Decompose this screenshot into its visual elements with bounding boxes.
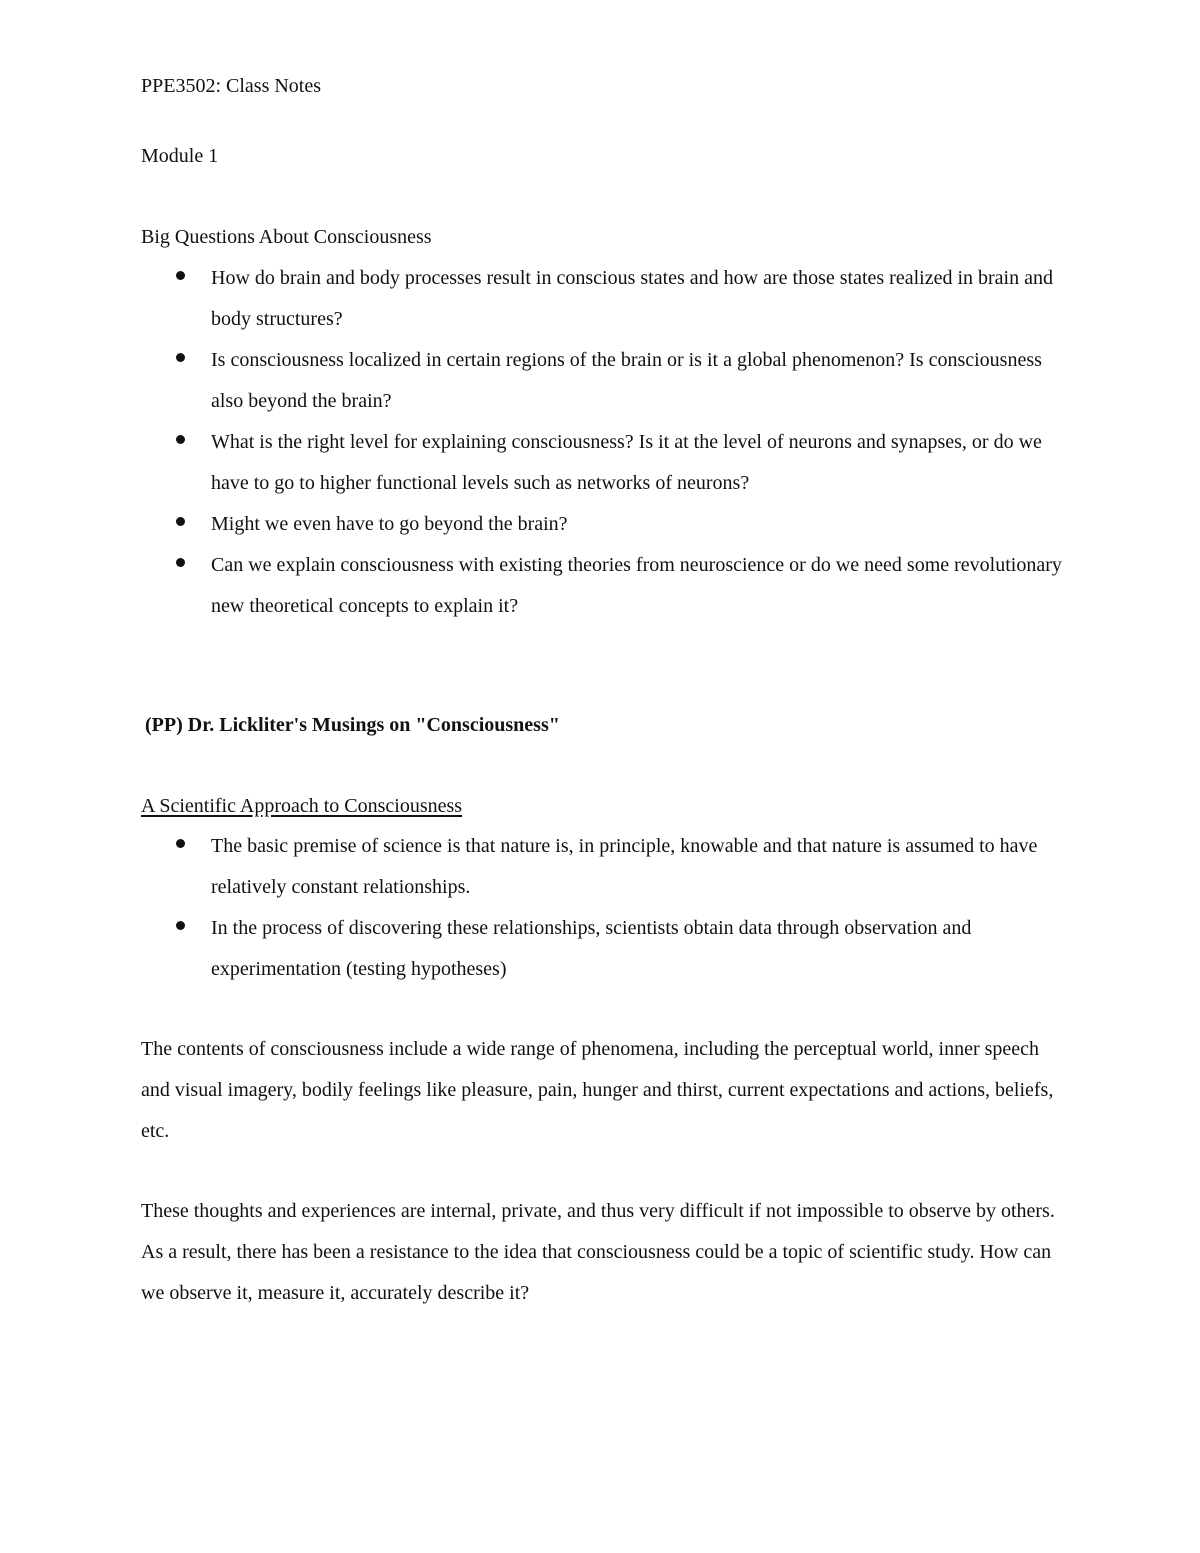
- bullet-icon: [176, 921, 185, 930]
- list-item: [0, 504, 1071, 545]
- section-heading-big-questions: Big Questions About Consciousness: [141, 226, 432, 248]
- bullet-icon: [176, 558, 185, 567]
- list-item: [0, 258, 1071, 340]
- list-item: [0, 340, 1071, 422]
- list-item: [0, 545, 1071, 627]
- bullet-icon: [176, 271, 185, 280]
- module-label: Module 1: [141, 145, 219, 167]
- list-item-text: How do brain and body processes result in conscious states and how are those states realized in brain and body structures?: [211, 267, 1053, 330]
- list-item: [0, 826, 1071, 908]
- list-item: [0, 422, 1071, 504]
- document-title: PPE3502: Class Notes: [141, 75, 322, 97]
- list-item-text: Might we even have to go beyond the brain?: [211, 513, 568, 535]
- big-questions-list: [0, 258, 1200, 627]
- subheading-scientific-approach: A Scientific Approach to Consciousness: [141, 795, 463, 817]
- list-item-text: The basic premise of science is that nature is, in principle, knowable and that nature is assumed to have relatively constant relationships.: [211, 835, 1038, 898]
- scientific-approach-list: [0, 826, 1200, 990]
- bullet-icon: [176, 435, 185, 444]
- bullet-icon: [176, 353, 185, 362]
- list-item-text: Is consciousness localized in certain regions of the brain or is it a global phenomenon? Is consciousness also beyond the brain?: [211, 349, 1042, 412]
- list-item-text: Can we explain consciousness with existing theories from neuroscience or do we need some revolutionary new theoretical concepts to explain it?: [211, 554, 1062, 617]
- paragraph-private-experiences: These thoughts and experiences are internal, private, and thus very difficult if not impossible to observe by others. As a result, there has been a resistance to the idea that consciousness could be a topic of scientific study. How can we observe it, measure it, accurately describe it?: [141, 1200, 1055, 1304]
- list-item-text: What is the right level for explaining consciousness? Is it at the level of neurons and synapses, or do we have to go to higher functional levels such as networks of neurons?: [211, 431, 1042, 494]
- list-item: [0, 908, 1071, 990]
- section-heading-musings: (PP) Dr. Lickliter's Musings on "Consciousness": [145, 714, 560, 736]
- list-item-text: In the process of discovering these relationships, scientists obtain data through observation and experimentation (testing hypotheses): [211, 917, 972, 980]
- bullet-icon: [176, 839, 185, 848]
- paragraph-contents-of-consciousness: The contents of consciousness include a wide range of phenomena, including the perceptual world, inner speech and visual imagery, bodily feelings like pleasure, pain, hunger and thirst, current expectations and actions, beliefs, etc.: [141, 1038, 1054, 1142]
- bullet-icon: [176, 517, 185, 526]
